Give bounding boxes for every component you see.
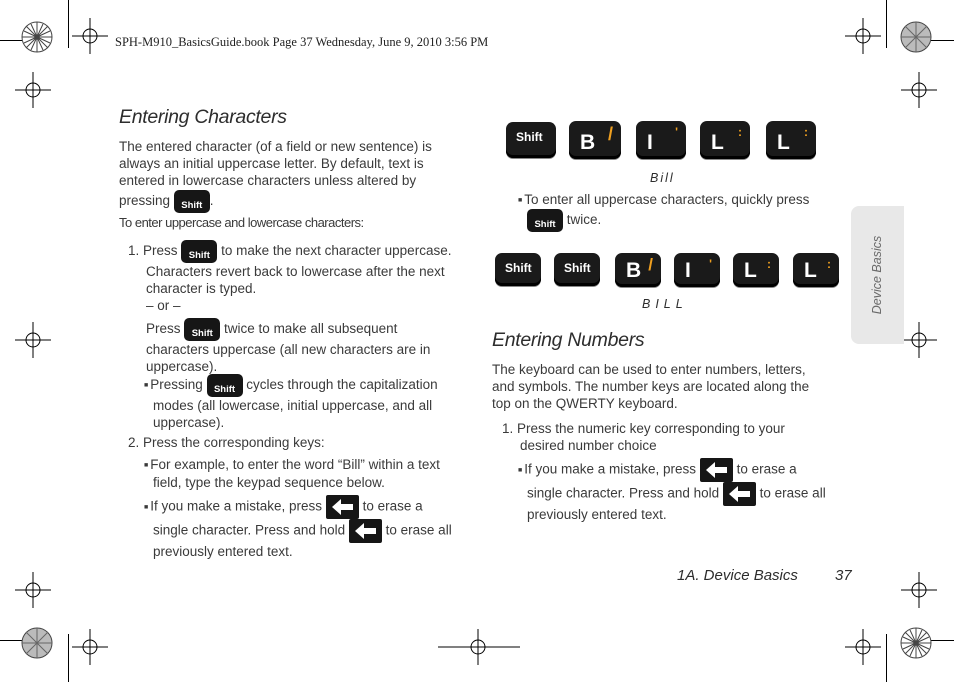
text-line: to erase a (736, 461, 797, 477)
text-line: desired number choice (520, 438, 657, 454)
bullet-icon: ■ (144, 503, 149, 511)
text-line: If you make a mistake, press (150, 498, 323, 514)
text-line: cycles through the capitalization (246, 377, 438, 393)
step-text: to make the next character uppercase. (221, 243, 452, 259)
i-key-icon: I ' (674, 253, 720, 287)
text-line: always an initial uppercase letter. By default, text is (119, 156, 424, 172)
registration-target-icon (15, 572, 51, 608)
backspace-key-icon (723, 482, 756, 506)
text-line: top on the QWERTY keyboard. (492, 396, 678, 412)
shift-key-icon: Shift (554, 253, 600, 286)
starburst-mark-icon (22, 628, 52, 658)
l-key-icon: L : (793, 253, 839, 287)
page-number: 37 (835, 567, 852, 584)
print-header: SPH-M910_BasicsGuide.book Page 37 Wednesday, June 9, 2010 3:56 PM (115, 35, 489, 49)
l-key-icon: L : (733, 253, 779, 287)
section-title-entering-characters: Entering Characters (119, 106, 287, 128)
key-sequence-bill-uppercase (495, 252, 845, 292)
text-line: twice to make all subsequent (224, 321, 398, 337)
text-line: field, type the keypad sequence below. (153, 475, 385, 491)
backspace-key-icon (700, 458, 733, 482)
registration-target-icon (15, 72, 51, 108)
starburst-mark-icon (901, 22, 931, 52)
bullet-icon: ■ (518, 466, 523, 474)
bullet-icon: ■ (144, 462, 149, 469)
registration-target-icon (845, 18, 881, 54)
text-line: The entered character (of a field or new sentence) is (119, 139, 432, 154)
shift-key-icon: Shift (207, 374, 243, 397)
caption-bill-uppercase: BILL (642, 297, 688, 311)
registration-target-icon (72, 18, 108, 54)
text-line: to erase all (385, 522, 452, 538)
bullet-all-uppercase (518, 191, 848, 232)
text-line: uppercase). (146, 359, 218, 375)
b-key-icon: B / (569, 121, 621, 159)
numbers-paragraph (492, 361, 842, 413)
registration-target-icon (901, 72, 937, 108)
section-title-entering-numbers: Entering Numbers (492, 329, 645, 351)
caption-bill: Bill (650, 171, 675, 185)
bullet-icon: ■ (144, 382, 149, 390)
text-line: uppercase). (153, 415, 225, 431)
text-line: characters uppercase (all new characters are in (146, 342, 431, 357)
step-number: 2. (128, 435, 140, 450)
footer-section: 1A. Device Basics (677, 567, 798, 584)
bullet-mistake-right (518, 458, 848, 523)
text-line: To enter all uppercase characters, quickly press (524, 192, 810, 207)
text-line: character is typed. (146, 281, 257, 297)
text-line: twice. (566, 212, 602, 228)
step-number: 1. (128, 243, 140, 259)
shift-key-icon: Shift (527, 209, 563, 232)
subheading: To enter uppercase and lowercase characters: (119, 215, 364, 230)
registration-target-icon (845, 629, 881, 665)
side-tab-device-basics (851, 206, 904, 344)
text-line: Press (146, 321, 181, 337)
text-line: single character. Press and hold (153, 522, 346, 538)
text-line: If you make a mistake, press (524, 461, 697, 477)
shift-key-icon: Shift (181, 240, 217, 263)
text-line: previously entered text. (527, 507, 667, 522)
shift-key-icon: Shift (495, 253, 541, 286)
numbers-step-1 (502, 420, 842, 454)
step-number: 1. (502, 421, 514, 436)
text-line: Pressing (150, 377, 203, 393)
text-line: Characters revert back to lowercase after the next (146, 264, 445, 279)
starburst-mark-icon (901, 628, 931, 658)
bullet-pressing-shift (144, 374, 474, 431)
step-1 (128, 240, 478, 297)
text-line: to erase all (759, 485, 826, 501)
starburst-mark-icon (22, 22, 52, 52)
shift-key-icon: Shift (174, 190, 210, 213)
bullet-mistake-left (144, 495, 474, 560)
backspace-key-icon (349, 519, 382, 543)
or-separator: – or – (146, 298, 181, 313)
text-line: modes (all lowercase, initial uppercase, and all (153, 398, 433, 413)
text-line: single character. Press and hold (527, 485, 720, 501)
text-line: to erase a (362, 498, 423, 514)
l-key-icon: L : (700, 121, 750, 159)
intro-paragraph: The entered character (of a field or new sentence) is always an initial uppercase letter. By default, text is entered in lowercase characters unless altered by pressing Shift . (119, 138, 469, 213)
registration-target-icon (901, 322, 937, 358)
l-key-icon: L : (766, 121, 816, 159)
shift-key-icon: Shift (506, 122, 556, 158)
step-text: Press the corresponding keys: (143, 435, 325, 450)
registration-target-icon (72, 629, 108, 665)
registration-target-icon (15, 322, 51, 358)
backspace-key-icon (326, 495, 359, 519)
shift-key-icon: Shift (184, 318, 220, 341)
text-line: pressing (119, 192, 171, 208)
step-text: Press (143, 243, 178, 259)
text-line: previously entered text. (153, 544, 293, 559)
text-line: entered in lowercase characters unless altered by (119, 173, 417, 189)
bullet-example-bill (144, 456, 474, 491)
registration-target-icon (901, 572, 937, 608)
i-key-icon: I ' (636, 121, 686, 159)
key-sequence-bill (506, 120, 826, 162)
bullet-icon: ■ (518, 197, 523, 204)
text-line: Press the numeric key corresponding to your (517, 421, 785, 436)
b-key-icon: B / (615, 253, 661, 287)
text-line: The keyboard can be used to enter numbers, letters, (492, 362, 806, 377)
text-line: and symbols. The number keys are located along the (492, 379, 810, 395)
step-2 (128, 434, 325, 451)
text-line: For example, to enter the word “Bill” within a text (150, 457, 440, 472)
press-twice-paragraph (146, 318, 476, 375)
side-tab-label: Device Basics (870, 235, 884, 315)
